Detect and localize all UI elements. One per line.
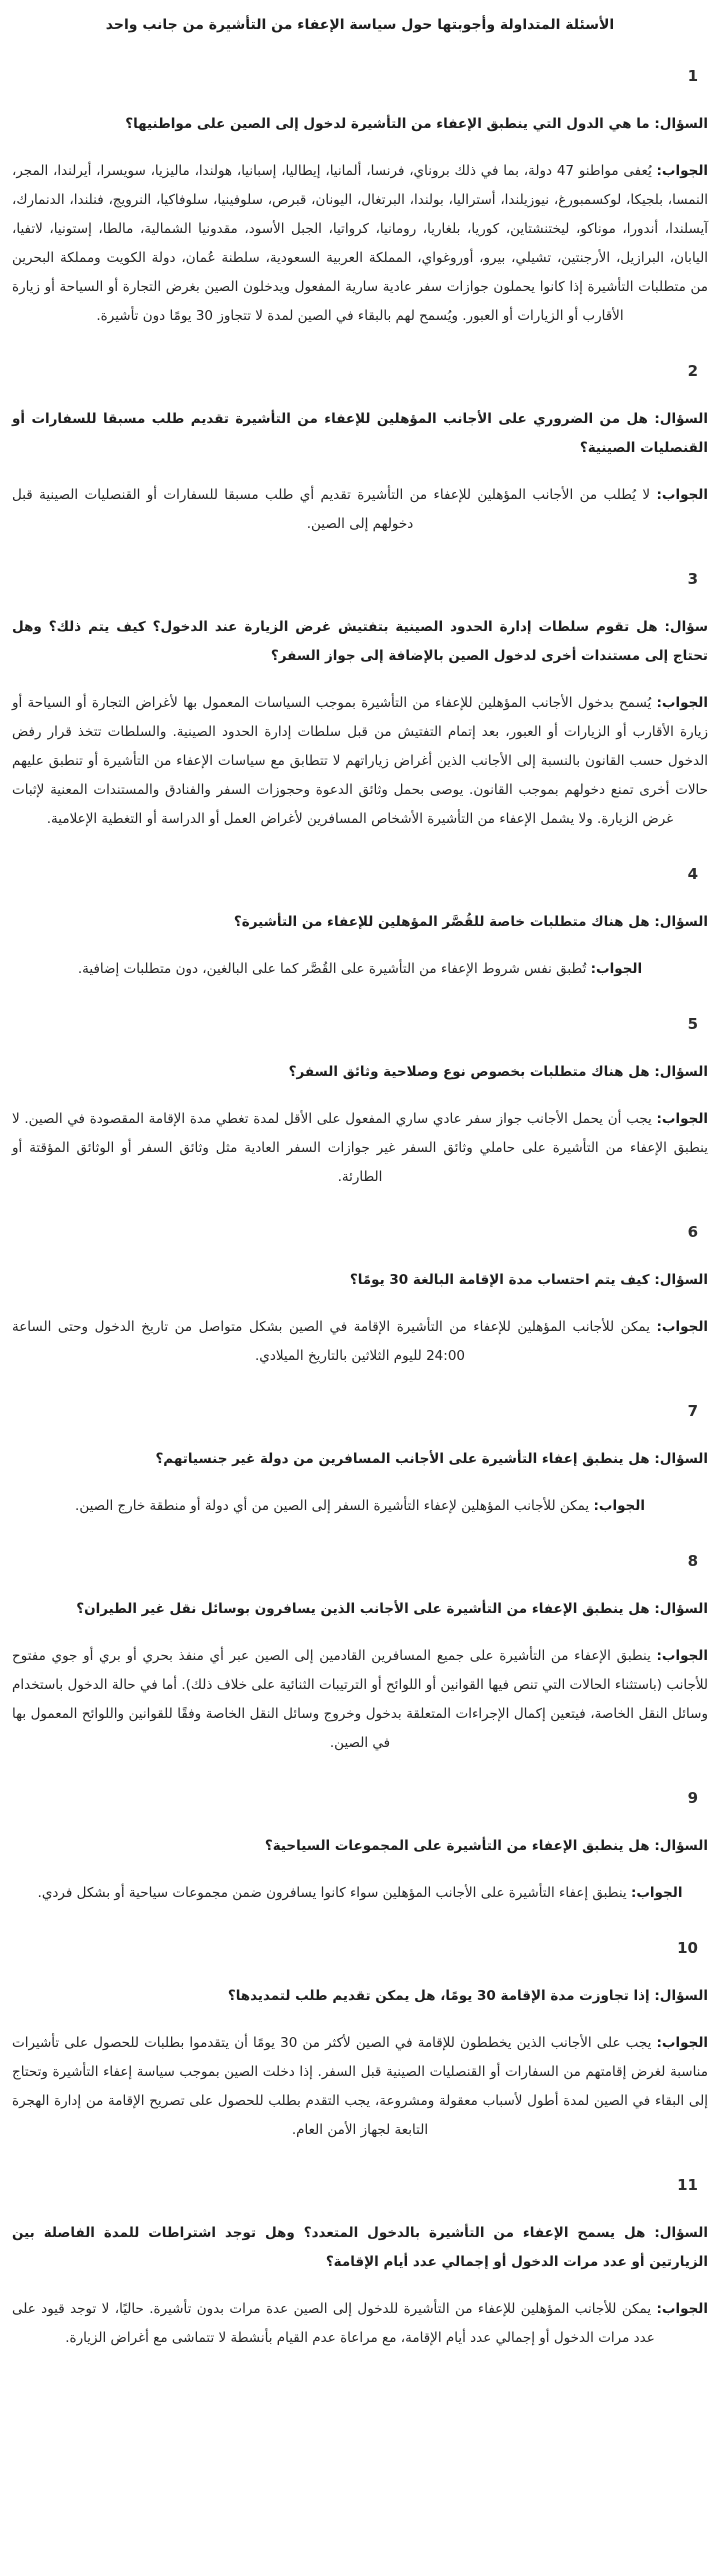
answer-paragraph xyxy=(12,1879,708,1908)
answer-paragraph xyxy=(12,1642,708,1758)
question-paragraph: السؤال: كيف يتم احتساب مدة الإقامة البالغة 30 يومًا؟ xyxy=(349,1272,708,1288)
question-paragraph: السؤال: هل هناك متطلبات خاصة للقُصَّر المؤهلين للإعفاء من التأشيرة؟ xyxy=(233,914,708,930)
question-paragraph: السؤال: هل يسمح الإعفاء من التأشيرة بالدخول المتعدد؟ وهل توجد اشتراطات للمدة الفاصلة بين الزيارتين أو عدد مرات الدخول أو إجمالي عدد أيام الإقامة؟ xyxy=(12,2225,708,2270)
answer-label: الجواب: xyxy=(593,1498,645,1514)
faq-section-1 xyxy=(12,66,708,331)
question-paragraph: السؤال: ما هي الدول التي ينطبق الإعفاء من التأشيرة لدخول إلى الصين على مواطنيها؟ xyxy=(125,116,708,132)
faq-section-7 xyxy=(12,1401,708,1521)
section-number: 7 xyxy=(687,1402,698,1420)
question-paragraph: سؤال: هل تقوم سلطات إدارة الحدود الصينية بتفتيش غرض الزيارة عند الدخول؟ كيف يتم ذلك؟ وهل تحتاج إلى مستندات أخرى لدخول الصين بالإضافة إلى جواز السفر؟ xyxy=(12,619,708,664)
answer-label: الجواب: xyxy=(656,1648,708,1664)
question-paragraph: السؤال: هل من الضروري على الأجانب المؤهلين للإعفاء من التأشيرة تقديم طلب مسبقا للسفارات أو القنصليات الصينية؟ xyxy=(12,411,708,456)
answer-text: ينطبق الإعفاء من التأشيرة على جميع المسافرين القادمين إلى الصين عبر أي منفذ بحري أو بري أو جوي مفتوح للأجانب (باستثناء الحالات التي تنص فيها القوانين أو اللوائح أو الترتيبات الثنائية على خلاف ذلك). أما في حالة الدخول باستخدام وسائل النقل الخاصة، فيتعين إكمال الإجراءات المتعلقة بدخول وخروج وسائل النقل الخاصة وفقًا للقوانين واللوائح المعمول بها في الصين. xyxy=(12,1648,708,1751)
faq-section-2 xyxy=(12,361,708,539)
answer-text: يمكن للأجانب المؤهلين للإعفاء من التأشيرة للدخول إلى الصين عدة مرات بدون تأشيرة. حاليًا، لا توجد قيود على عدد مرات الدخول أو إجمالي عدد أيام الإقامة، مع مراعاة عدم القيام بأنشطة لا تتماشى مع أغراض الزيارة. xyxy=(12,2301,655,2346)
answer-text: لا يُطلب من الأجانب المؤهلين للإعفاء من التأشيرة تقديم أي طلب مسبقا للسفارات أو القنصليات الصينية قبل دخولهم إلى الصين. xyxy=(12,487,651,532)
faq-section-6 xyxy=(12,1222,708,1371)
question-paragraph: السؤال: هل ينطبق إعفاء التأشيرة على الأجانب المسافرين من دولة غير جنسياتهم؟ xyxy=(155,1451,708,1467)
faq-section-10 xyxy=(12,1938,708,2145)
answer-label: الجواب: xyxy=(656,2035,709,2051)
answer-paragraph xyxy=(12,157,708,331)
answer-label: الجواب: xyxy=(656,2301,708,2317)
answer-label: الجواب: xyxy=(656,163,709,179)
answer-label: الجواب: xyxy=(656,1111,709,1127)
section-number: 6 xyxy=(687,1223,698,1241)
answer-text: يُعفى مواطنو 47 دولة، بما في ذلك بروناي، فرنسا، ألمانيا، إيطاليا، إسبانيا، هولندا، ماليزيا، سويسرا، أيرلندا، المجر، النمسا، بلجيكا، لوكسمبورغ، نيوزيلندا، أستراليا، بولندا، البرتغال، اليونان، قبرص، سلوفينيا، سلوفاكيا، النرويج، فنلندا، الدنمارك، آيسلندا، أندورا، موناكو، ليختنشتاين، كوريا، بلغاريا، رومانيا، كرواتيا، الجبل الأسود، مقدونيا الشمالية، مالطا، إستونيا، لاتفيا، اليابان، البرازيل، الأرجنتين، تشيلي، بيرو، أوروغواي، المملكة العربية السعودية، سلطنة عُمان، دولة الكويت ومملكة البحرين من متطلبات التأشيرة إذا كانوا يحملون جوازات سفر عادية سارية المفعول ويدخلون الصين بغرض التجارة أو السياحة أو زيارة الأقارب أو الزيارات أو العبور. ويُسمح لهم بالبقاء في الصين لمدة لا تتجاوز 30 يومًا دون تأشيرة. xyxy=(12,163,708,324)
question-paragraph: السؤال: هل ينطبق الإعفاء من التأشيرة على الأجانب الذين يسافرون بوسائل نقل غير الطيران؟ xyxy=(76,1601,708,1617)
faq-section-4 xyxy=(12,864,708,984)
answer-text: يجب أن يحمل الأجانب جواز سفر عادي ساري المفعول على الأقل لمدة تغطي مدة الإقامة المقصودة في الصين. لا ينطبق الإعفاء من التأشيرة على حاملي وثائق السفر غير جوازات السفر العادية مثل وثائق السفر أو الوثائق المؤقتة أو الطارئة. xyxy=(12,1111,708,1185)
faq-section-11 xyxy=(12,2175,708,2353)
answer-paragraph xyxy=(12,955,708,984)
answer-paragraph xyxy=(12,1105,708,1192)
answer-text: يجب على الأجانب الذين يخططون للإقامة في الصين لأكثر من 30 يومًا أن يتقدموا بطلبات للحصول على تأشيرات مناسبة لغرض إقامتهم من السفارات أو القنصليات الصينية قبل السفر. إذا دخلت الصين بموجب سياسة إعفاء التأشيرة وتحتاج إلى البقاء في الصين لمدة أطول لأسباب معقولة ومشروعة، يجب التقدم بطلب للحصول على تصريح الإقامة من إدارة الهجرة التابعة لجهاز الأمن العام. xyxy=(12,2035,708,2138)
page-title: الأسئلة المتداولة وأجوبتها حول سياسة الإعفاء من التأشيرة من جانب واحد xyxy=(105,17,615,33)
answer-text: يُسمح بدخول الأجانب المؤهلين للإعفاء من التأشيرة بموجب السياسات المعمول بها لأغراض التجارة أو السياحة أو زيارة الأقارب أو الزيارات أو العبور، بعد إتمام التفتيش من قبل سلطات إدارة الحدود الصينية. والسلطات تتخذ قرار رفض الدخول حسب القانون بالنسبة إلى الأجانب الذين أغراض زياراتهم لا تتطابق مع سياسات الإعفاء من التأشيرة أو تنطبق عليهم حالات أخرى تمنع دخولهم بموجب القانون. يوصى بحمل وثائق الدعوة وحجوزات السفر والفنادق والمستندات المعنية لإثبات غرض الزيارة. ولا يشمل الإعفاء من التأشيرة الأشخاص المسافرين لأغراض العمل أو الدراسة أو التغطية الإعلامية. xyxy=(12,695,708,827)
question-paragraph: السؤال: إذا تجاوزت مدة الإقامة 30 يومًا، هل يمكن تقديم طلب لتمديدها؟ xyxy=(227,1988,708,2004)
section-number: 4 xyxy=(687,865,698,883)
answer-label: الجواب: xyxy=(630,1885,683,1901)
answer-paragraph xyxy=(12,481,708,539)
faq-section-5 xyxy=(12,1014,708,1192)
section-number: 11 xyxy=(677,2176,698,2194)
answer-text: يمكن للأجانب المؤهلين لإعفاء التأشيرة السفر إلى الصين من أي دولة أو منطقة خارج الصين. xyxy=(75,1498,590,1514)
faq-section-9 xyxy=(12,1788,708,1908)
answer-paragraph xyxy=(12,1313,708,1371)
section-number: 1 xyxy=(687,67,698,85)
answer-text: تُطبق نفس شروط الإعفاء من التأشيرة على القُصَّر كما على البالغين، دون متطلبات إضافية. xyxy=(77,961,587,977)
section-number: 2 xyxy=(687,362,698,380)
question-paragraph: السؤال: هل هناك متطلبات بخصوص نوع وصلاحية وثائق السفر؟ xyxy=(288,1064,708,1080)
section-number: 5 xyxy=(687,1015,698,1033)
answer-text: ينطبق إعفاء التأشيرة على الأجانب المؤهلين سواء كانوا يسافرون ضمن مجموعات سياحية أو بشكل فردي. xyxy=(37,1885,627,1901)
answer-paragraph xyxy=(12,689,708,834)
answer-label: الجواب: xyxy=(590,961,643,977)
answer-label: الجواب: xyxy=(656,487,708,503)
faq-section-8 xyxy=(12,1551,708,1758)
answer-paragraph xyxy=(12,2029,708,2145)
answer-label: الجواب: xyxy=(656,1319,709,1335)
answer-text: يمكن للأجانب المؤهلين للإعفاء من التأشيرة الإقامة في الصين بشكل متواصل من تاريخ الدخول وحتى الساعة 24:00 لليوم الثلاثين بالتاريخ الميلادي. xyxy=(12,1319,650,1364)
answer-label: الجواب: xyxy=(656,695,708,711)
section-number: 8 xyxy=(687,1552,698,1570)
answer-paragraph xyxy=(12,1492,708,1521)
faq-section-3 xyxy=(12,569,708,834)
question-paragraph: السؤال: هل ينطبق الإعفاء من التأشيرة على المجموعات السياحية؟ xyxy=(264,1838,708,1854)
section-number: 3 xyxy=(687,570,698,588)
section-number: 9 xyxy=(687,1789,698,1807)
answer-paragraph xyxy=(12,2295,708,2353)
section-number: 10 xyxy=(677,1939,698,1957)
